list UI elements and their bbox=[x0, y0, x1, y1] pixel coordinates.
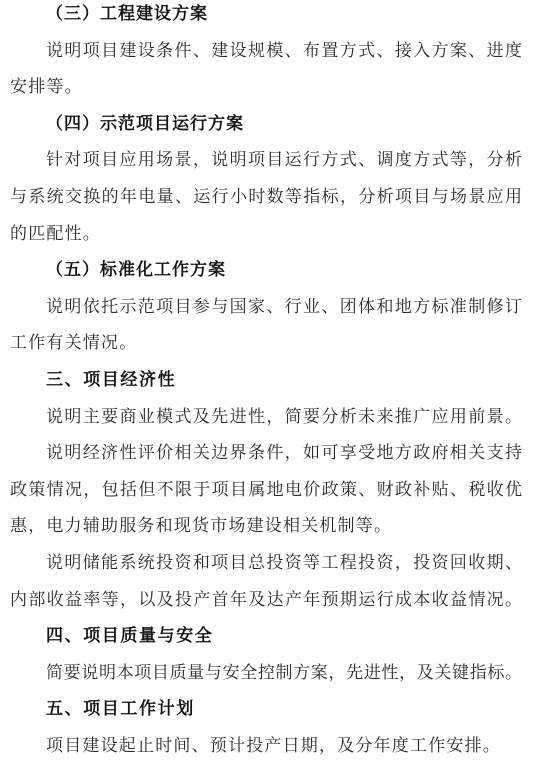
paragraph bbox=[10, 655, 522, 692]
paragraph bbox=[10, 142, 522, 252]
paragraph-line: 简要说明本项目质量与安全控制方案，先进性，及关键指标。 bbox=[46, 662, 522, 683]
paragraph-line: 工作有关情况。 bbox=[10, 333, 138, 354]
paragraph-line: 说明经济性评价相关边界条件，如可享受地方政府相关支持 bbox=[46, 443, 522, 464]
section-heading: 五、项目工作计划 bbox=[46, 699, 195, 720]
section-construction-plan bbox=[10, 0, 522, 106]
section-heading: 三、项目经济性 bbox=[46, 369, 177, 390]
section-heading: （三）工程建设方案 bbox=[46, 4, 208, 24]
paragraph bbox=[10, 289, 522, 362]
paragraph-line: 内部收益率等，以及投产首年及达产年预期运行成本收益情况。 bbox=[10, 589, 522, 610]
paragraph-line: 说明储能系统投资和项目总投资等工程投资，投资回收期、 bbox=[46, 552, 522, 573]
section-standardization-plan bbox=[10, 252, 522, 362]
paragraph-line: 安排等。 bbox=[10, 77, 83, 98]
section-quality-safety bbox=[10, 618, 522, 691]
paragraph bbox=[10, 728, 522, 765]
paragraph-line: 项目建设起止时间、预计投产日期，及分年度工作安排。 bbox=[46, 735, 501, 756]
section-heading: 四、项目质量与安全 bbox=[46, 626, 214, 647]
section-heading: （四）示范项目运行方案 bbox=[46, 113, 244, 134]
section-operation-plan bbox=[10, 106, 522, 252]
paragraph-line: 说明主要商业模式及先进性，简要分析未来推广应用前景。 bbox=[46, 406, 522, 427]
paragraph-line: 的匹配性。 bbox=[10, 223, 101, 244]
section-heading: （五）标准化工作方案 bbox=[46, 260, 226, 281]
section-work-plan bbox=[10, 691, 522, 764]
paragraph bbox=[10, 435, 522, 545]
section-economics bbox=[10, 362, 522, 618]
paragraph-line: 说明项目建设条件、建设规模、布置方式、接入方案、进度 bbox=[46, 40, 522, 61]
paragraph-line: 说明依托示范项目参与国家、行业、团体和地方标准制修订 bbox=[46, 296, 522, 317]
paragraph-line: 与系统交换的年电量、运行小时数等指标，分析项目与场景应用 bbox=[10, 186, 522, 207]
paragraph bbox=[10, 399, 522, 436]
paragraph bbox=[10, 33, 522, 106]
paragraph-line: 针对项目应用场景，说明项目运行方式、调度方式等，分析 bbox=[46, 150, 522, 171]
paragraph bbox=[10, 545, 522, 618]
document-body bbox=[10, 0, 522, 764]
paragraph-line: 政策情况，包括但不限于项目属地电价政策、财政补贴、税收优 bbox=[10, 479, 522, 500]
paragraph-line: 惠，电力辅助服务和现货市场建设相关机制等。 bbox=[10, 516, 393, 537]
